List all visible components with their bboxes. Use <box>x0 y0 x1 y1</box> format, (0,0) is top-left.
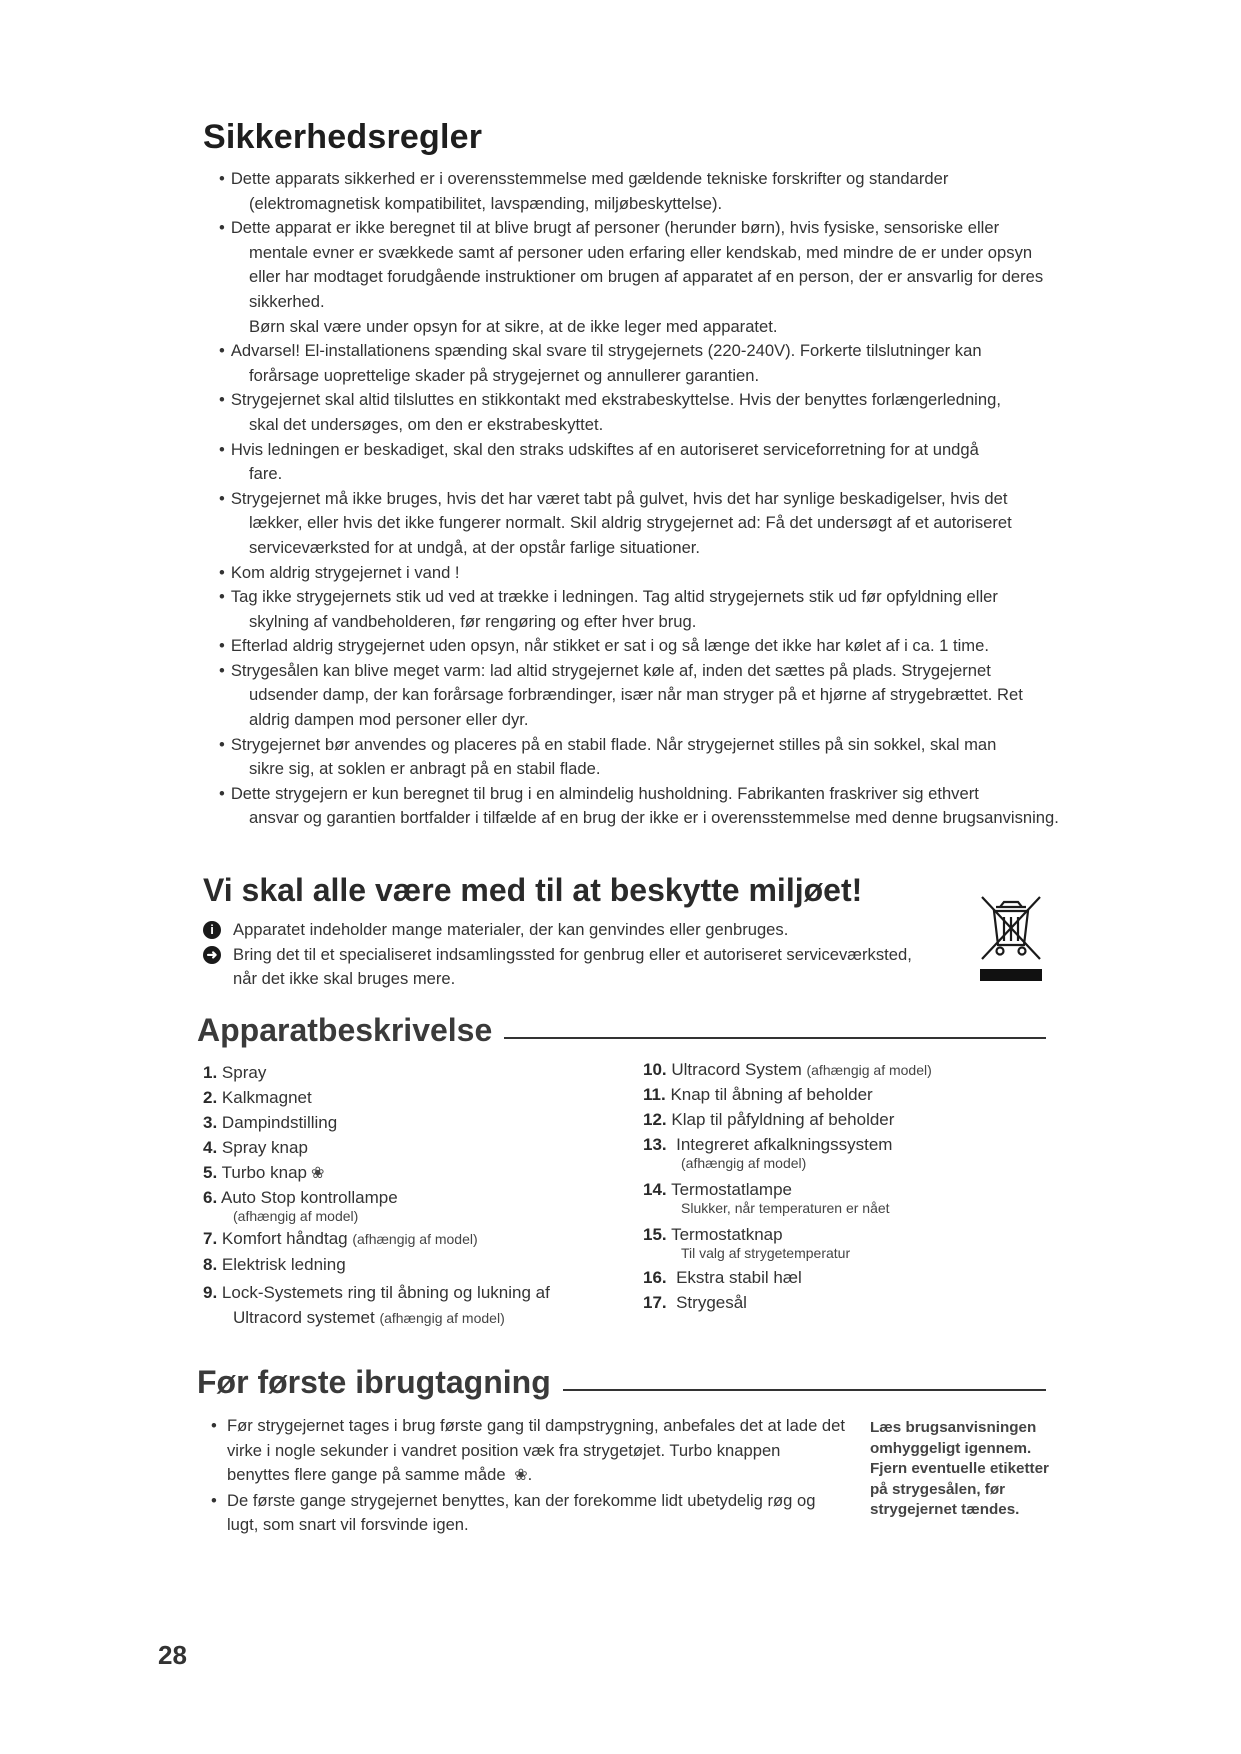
list-item: 17. Strygesål <box>643 1293 747 1312</box>
list-item: • Hvis ledningen er beskadiget, skal den straks udskiftes af en autoriseret serviceforretning for at undgå fare. <box>203 438 1059 487</box>
parts-list-right <box>643 1060 1063 1318</box>
list-item: ➜ Bring det til et specialiseret indsamlingssted for genbrug eller et autoriseret serviceværksted, når det ikke skal bruges mere. <box>203 943 963 992</box>
parts-list-left <box>203 1063 603 1330</box>
page-number: 28 <box>158 1640 187 1670</box>
list-item: 9. Lock-Systemets ring til åbning og lukning af Ultracord systemet (afhængig af model) <box>203 1283 550 1327</box>
environment-list <box>203 918 963 992</box>
divider <box>540 1389 1046 1391</box>
list-item: • Strygejernet bør anvendes og placeres på en stabil flade. Når strygejernet stilles på sin sokkel, skal man sikre sig, at soklen er anbragt på en stabil flade. <box>203 733 1059 782</box>
first-use-list <box>197 1414 847 1538</box>
list-item: • Dette strygejern er kun beregnet til brug i en almindelig husholdning. Fabrikanten fraskriver sig ethvert ansvar og garantien bortfalder i tilfælde af en brug der ikke er i overensstemmelse med denne brugsanvisning. <box>203 782 1059 831</box>
environment-title: Vi skal alle være med til at beskytte miljøet! <box>203 872 863 908</box>
list-item: 16. Ekstra stabil hæl <box>643 1268 802 1287</box>
list-item: 2. Kalkmagnet <box>203 1088 312 1107</box>
list-item: • Tag ikke strygejernets stik ud ved at trække i ledningen. Tag altid strygejernets stik ud før opfyldning eller skylning af vandbeholderen, før rengøring og efter hver brug. <box>203 585 1059 634</box>
list-item: i Apparatet indeholder mange materialer, der kan genvindes eller genbruges. <box>203 918 963 943</box>
safety-list <box>203 167 1059 831</box>
list-item: 11. Knap til åbning af beholder <box>643 1085 873 1104</box>
steam-burst-icon: ❀ <box>514 1467 528 1485</box>
divider <box>480 1037 1046 1039</box>
list-item: 15. Termostatknap Til valg af strygetemperatur <box>643 1225 851 1261</box>
list-item: 10. Ultracord System (afhængig af model) <box>643 1060 932 1079</box>
list-item: 1. Spray <box>203 1063 267 1082</box>
list-item: 7. Komfort håndtag (afhængig af model) <box>203 1229 478 1248</box>
list-item: • Før strygejernet tages i brug første gang til dampstrygning, anbefales det at lade det virke i nogle sekunder i vandret position væk fra strygetøjet. Turbo knappen benyttes flere gange på samme måde ❀. <box>197 1414 847 1489</box>
list-item: • Strygejernet må ikke bruges, hvis det har været tabt på gulvet, hvis det har synlige beskadigelser, hvis det lækker, eller hvis det ikke fungerer normalt. Skil aldrig strygejernet ad: Få det undersøgt af et autoriseret serviceværksted for at undgå, at der opstår farlige situationer. <box>203 487 1059 561</box>
first-use-title: Før første ibrugtagning <box>197 1364 563 1401</box>
list-item: • Strygejernet skal altid tilsluttes en stikkontakt med ekstrabeskyttelse. Hvis der benyttes forlængerledning, skal det undersøges, om den er ekstrabeskyttet. <box>203 388 1059 437</box>
list-item: • Efterlad aldrig strygejernet uden opsyn, når stikket er sat i og så længe det ikke har kølet af i ca. 1 time. <box>203 634 1059 659</box>
list-item: • Advarsel! El-installationens spænding skal svare til strygejernets (220-240V). Forkerte tilslutninger kan forårsage uoprettelige skader på strygejernet og annullerer garantien. <box>203 339 1059 388</box>
info-icon: i <box>203 921 221 939</box>
list-item: • Dette apparat er ikke beregnet til at blive brugt af personer (herunder børn), hvis fysiske, sensoriske eller mentale evner er svækkede samt af personer uden erfaring eller kendskab, med mindre de er under opsyn eller har modtaget forudgående instruktioner om brugen af apparatet af en person, der er ansvarlig for deres sikkerhed. Børn skal være under opsyn for at sikre, at de ikke leger med apparatet. <box>203 216 1059 339</box>
side-note: Læs brugsanvisningen omhyggeligt igennem. Fjern eventuelle etiketter på strygesålen, før strygejernet tændes. <box>870 1419 1049 1519</box>
list-item: 12. Klap til påfyldning af beholder <box>643 1110 895 1129</box>
list-item: • Strygesålen kan blive meget varm: lad altid strygejernet køle af, inden det sættes på plads. Strygejernet udsender damp, der kan forårsage forbrændinger, især når man stryger på et hjørne af strygebrættet. Ret aldrig dampen mod personer eller dyr. <box>203 659 1059 733</box>
list-item: • De første gange strygejernet benyttes, kan der forekomme lidt ubetydelig røg og lugt, som snart vil forsvinde igen. <box>197 1489 847 1538</box>
safety-title: Sikkerhedsregler <box>203 118 483 156</box>
list-item: • Dette apparats sikkerhed er i overensstemmelse med gældende tekniske forskrifter og standarder (elektromagnetisk kompatibilitet, lavspænding, miljøbeskyttelse). <box>203 167 1059 216</box>
list-item: 5. Turbo knap ❀ <box>203 1163 325 1182</box>
arrow-right-icon: ➜ <box>203 946 221 964</box>
list-item: 3. Dampindstilling <box>203 1113 338 1132</box>
list-item: 13. Integreret afkalkningssystem (afhængig af model) <box>643 1135 893 1171</box>
list-item: 8. Elektrisk ledning <box>203 1255 346 1274</box>
list-item: • Kom aldrig strygejernet i vand ! <box>203 561 1059 586</box>
steam-burst-icon: ❀ <box>310 1165 325 1182</box>
description-title: Apparatbeskrivelse <box>197 1012 504 1049</box>
list-item: 6. Auto Stop kontrollampe (afhængig af model) <box>203 1188 398 1224</box>
crossed-bin-icon <box>978 893 1044 983</box>
list-item: 4. Spray knap <box>203 1138 308 1157</box>
list-item: 14. Termostatlampe Slukker, når temperaturen er nået <box>643 1180 890 1216</box>
